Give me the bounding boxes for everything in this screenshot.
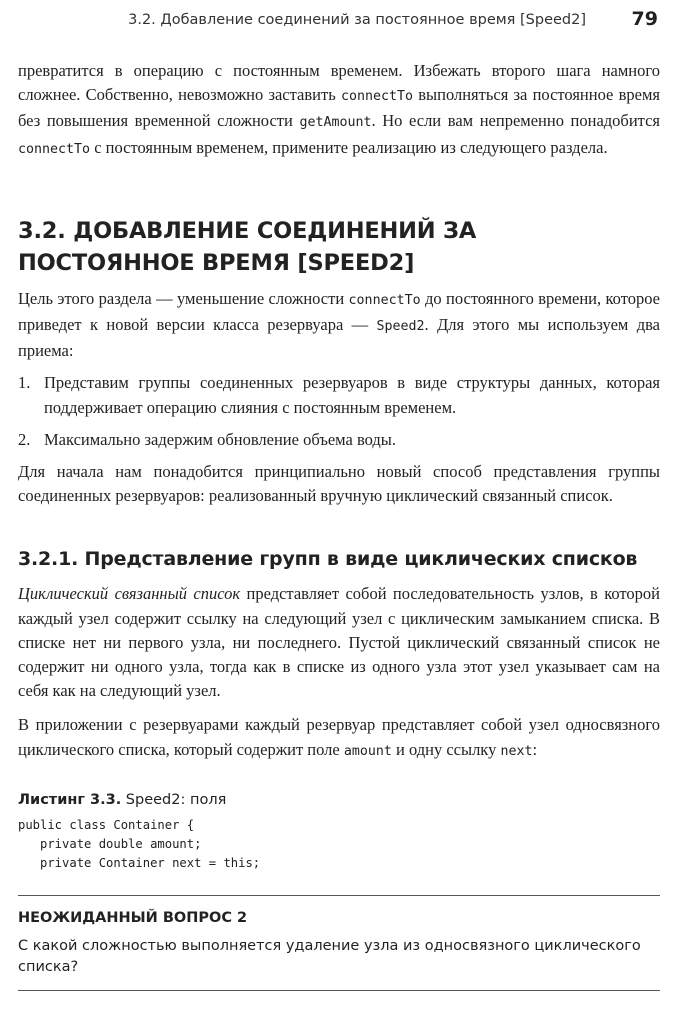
- question-box: [18, 895, 660, 991]
- intro-text-2: выполняться за постоянное время без повышения временной сложности: [18, 85, 660, 131]
- listing-title: Speed2: поля: [121, 791, 227, 808]
- intro-text-4: с постоянным временем, примените реализацию из следующего раздела.: [90, 137, 608, 157]
- list-item: [18, 428, 660, 452]
- page-content: [18, 59, 660, 991]
- subsection-paragraph-1: [18, 582, 660, 703]
- intro-text-3: . Но если вам непременно понадобится: [371, 111, 660, 131]
- section-text-1: Цель этого раздела — уменьшение сложности: [18, 288, 349, 308]
- section-paragraph-1: [18, 287, 660, 364]
- section-text-3: . Для этого мы используем два приема:: [18, 315, 660, 361]
- inline-code: Speed2: [376, 319, 425, 335]
- steps-list: [18, 371, 660, 452]
- subsection-heading: 3.2.1. Представление групп в виде циклических списков: [18, 548, 638, 571]
- subsection-paragraph-2: [18, 713, 660, 763]
- question-text: С какой сложностью выполняется удаление узла из односвязного циклического списка?: [18, 937, 641, 976]
- intro-text-1: превратится в операцию с постоянным временем. Избежать второго шага намного сложнее. Собственно, невозможно заставить: [18, 61, 660, 105]
- question-title: НЕОЖИДАННЫЙ ВОПРОС 2: [18, 909, 248, 926]
- inline-code: getAmount: [299, 115, 372, 131]
- listing-caption: [18, 792, 660, 808]
- inline-code: connectTo: [348, 292, 421, 308]
- inline-code: amount: [343, 743, 392, 759]
- intro-paragraph: [18, 59, 660, 162]
- list-item: [18, 371, 660, 419]
- subsection-text-3: :: [532, 739, 538, 759]
- inline-code: next: [500, 743, 533, 759]
- running-title: 3.2. Добавление соединений за постоянное время [Speed2]: [128, 12, 586, 28]
- inline-code: connectTo: [340, 89, 414, 105]
- subsection-text-1: В приложении с резервуарами каждый резервуар представляет собой узел односвязного циклического списка, который содержит поле: [18, 715, 660, 759]
- listing-label: Листинг 3.3.: [18, 791, 122, 808]
- page-number: 79: [631, 8, 658, 30]
- section-paragraph-2: Для начала нам понадобится принципиально новый способ представления группы соединенных резервуаров: реализованный вручную циклический связанный список.: [18, 462, 660, 506]
- subsection-text: представляет собой последовательность узлов, в которой каждый узел содержит ссылку на следующий узел с циклическим замыканием списка. В списке нет ни первого узла, ни последнего. Пустой циклический связанный список не содержит ни одного узла, тогда как в списке из одного узла этот узел указывает сам на себя как на следующий узел.: [18, 584, 660, 701]
- code-listing: public class Container { private double amount; private Container next = this;: [18, 817, 261, 870]
- list-number: 2.: [18, 429, 31, 449]
- running-header: [18, 8, 660, 34]
- list-number: 1.: [18, 373, 31, 393]
- inline-code: connectTo: [18, 141, 91, 157]
- list-text: Максимально задержим обновление объема воды.: [44, 429, 397, 449]
- section-text-2: до постоянного времени, которое приведет к новой версии класса резервуара —: [18, 288, 660, 335]
- section-heading: 3.2. ДОБАВЛЕНИЕ СОЕДИНЕНИЙ ЗА ПОСТОЯННОЕ ВРЕМЯ [SPEED2]: [18, 217, 477, 276]
- list-text: Представим группы соединенных резервуаров в виде структуры данных, которая поддерживает операцию слияния с постоянным временем.: [44, 373, 660, 417]
- subsection-text-2: и одну ссылку: [391, 739, 501, 759]
- italic-term: Циклический связанный список: [18, 584, 241, 604]
